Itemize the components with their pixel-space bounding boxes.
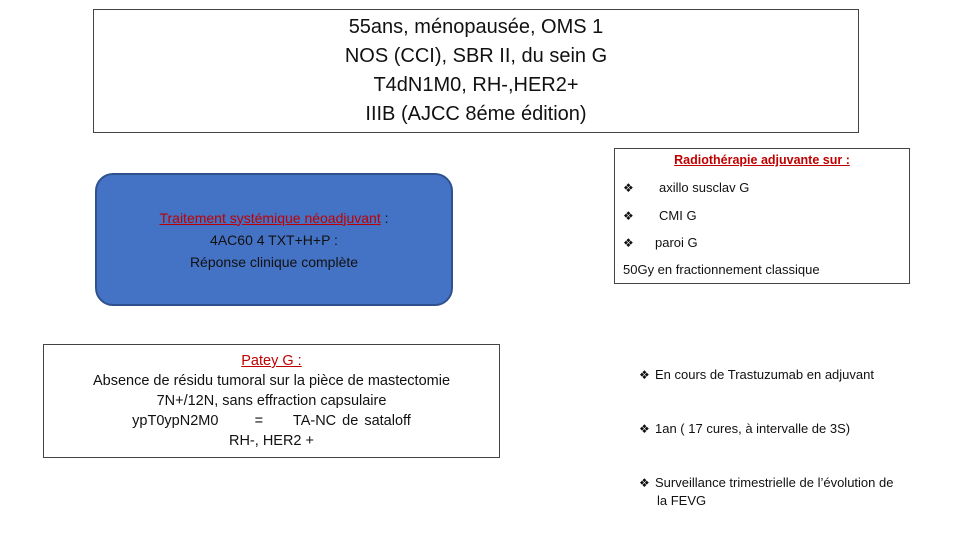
patey-nodes: 7N+/12N, sans effraction capsulaire (156, 393, 387, 409)
neoadjuvant-title: Traitement systémique néoadjuvant (159, 209, 381, 226)
list-item-text: En cours de Trastuzumab en adjuvant (655, 367, 874, 382)
radiotherapy-item-label: CMI G (659, 208, 697, 223)
summary-line-age: 55ans, ménopausée, OMS 1 (348, 16, 604, 38)
patey-box (43, 344, 500, 458)
radiotherapy-item-label: paroi G (655, 235, 698, 250)
list-item (639, 420, 939, 438)
neoadjuvant-box (95, 173, 453, 306)
diamond-bullet-icon: ❖ (623, 208, 634, 223)
summary-box (93, 9, 859, 133)
radiotherapy-box (614, 148, 910, 284)
diamond-bullet-icon: ❖ (623, 235, 634, 250)
diamond-bullet-icon: ❖ (639, 422, 650, 436)
neoadjuvant-response: Réponse clinique complète (189, 253, 359, 270)
diamond-bullet-icon: ❖ (623, 180, 634, 195)
radiotherapy-item (623, 208, 697, 223)
summary-line-stage: IIIB (AJCC 8éme édition) (365, 103, 587, 125)
summary-line-tnm: T4dN1M0, RH-,HER2+ (373, 74, 579, 96)
patey-residue: Absence de résidu tumoral sur la pièce de mastectomie (92, 373, 451, 389)
list-item (639, 366, 939, 384)
radiotherapy-title: Radiothérapie adjuvante sur : (674, 153, 850, 167)
patey-stage: ypT0ypN2M0 = TA-NC de sataloff (132, 413, 411, 429)
list-item (639, 474, 939, 509)
radiotherapy-item (623, 180, 749, 195)
list-item-text: Surveillance trimestrielle de l’évolution de (655, 475, 894, 490)
radiotherapy-dose: 50Gy en fractionnement classique (623, 262, 820, 277)
summary-line-histology: NOS (CCI), SBR II, du sein G (344, 45, 608, 67)
list-item-text-continuation: la FEVG (657, 493, 707, 508)
neoadjuvant-title-row (159, 207, 388, 229)
neoadjuvant-protocol: 4AC60 4 TXT+H+P : (210, 231, 338, 248)
patey-receptors: RH-, HER2 + (228, 433, 314, 449)
neoadjuvant-title-suffix: : (380, 209, 389, 226)
list-item-text: 1an ( 17 cures, à intervalle de 3S) (655, 421, 851, 436)
diamond-bullet-icon: ❖ (639, 476, 650, 490)
patey-title: Patey G : (241, 353, 302, 369)
radiotherapy-item (623, 235, 698, 250)
diamond-bullet-icon: ❖ (639, 368, 650, 382)
radiotherapy-item-label: axillo susclav G (659, 180, 750, 195)
